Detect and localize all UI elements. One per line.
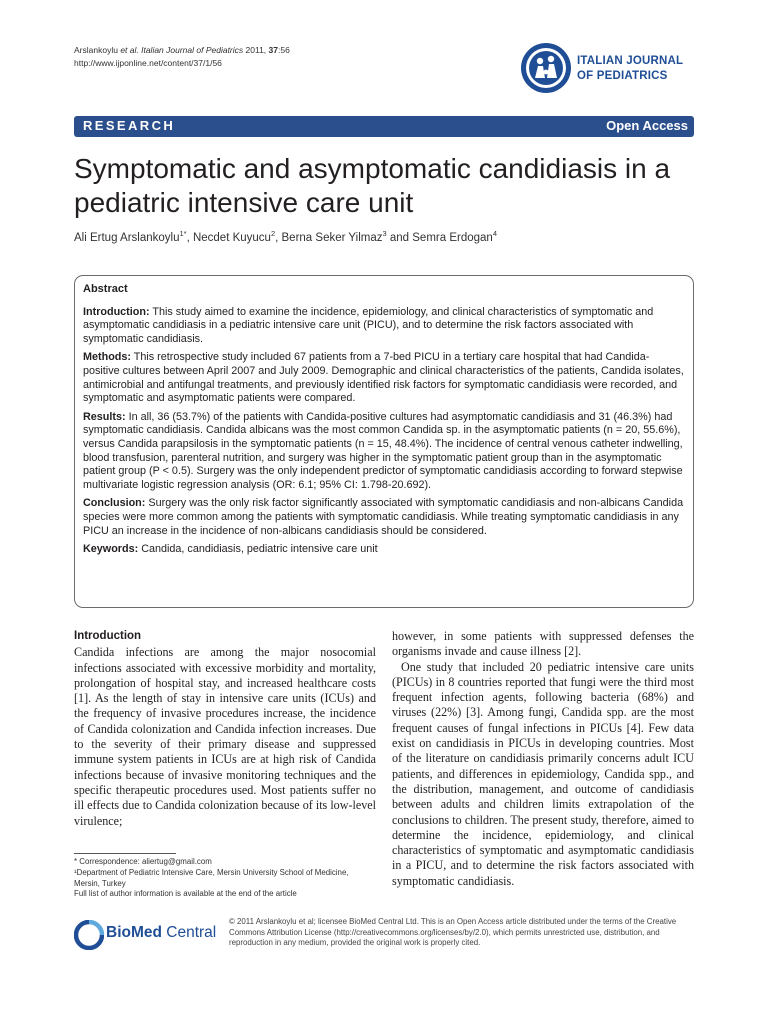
- publisher-logo: [74, 918, 224, 950]
- footnote-divider: [74, 853, 176, 854]
- abstract-section-label: Conclusion:: [83, 497, 146, 510]
- publisher-name-bold: BioMed: [106, 924, 162, 941]
- author-name: , Berna Seker Yilmaz: [275, 231, 383, 244]
- author-affiliation-mark: 4: [492, 229, 497, 238]
- journal-logo: [520, 42, 710, 92]
- abstract-section-label: Methods:: [83, 351, 131, 364]
- abstract-section-text: This study aimed to examine the incidence, epidemiology, and clinical characteristics of symptomatic and asymptomatic candidiasis in a pediatric intensive care unit (PICU), and to determine the risk factors associated with symptomatic candidiasis.: [83, 305, 654, 345]
- citation-volume: 37: [268, 45, 278, 55]
- citation-year: 2011,: [243, 45, 269, 55]
- author-affiliation-mark: 3: [382, 229, 387, 238]
- publisher-name: [106, 924, 216, 942]
- article-type-banner: [74, 116, 694, 137]
- citation-page: :56: [278, 45, 290, 55]
- abstract-section-text: Candida, candidiasis, pediatric intensive care unit: [138, 543, 378, 556]
- author-affiliation-mark: 1*: [179, 229, 187, 238]
- abstract-heading: Abstract: [83, 283, 128, 295]
- body-column-right: [392, 629, 694, 889]
- abstract-results: [83, 411, 685, 493]
- journal-name: [577, 54, 683, 84]
- section-heading-introduction: Introduction: [74, 630, 142, 642]
- affiliation-note: ¹Department of Pediatric Intensive Care, Mersin University School of Medicine, Mersin, Turkey: [74, 867, 349, 888]
- author-list: [74, 229, 714, 244]
- abstract-conclusion: [83, 497, 685, 538]
- abstract-section-text: This retrospective study included 67 patients from a 7-bed PICU in a tertiary care hospital that had Candida-positive cultures between April 2007 and July 2009. Demographic and clinical characteristics of the patients, Candida isolates, antimicrobial and antifungal treatments, and previously identified risk factors for symptomatic candidiasis were recorded, and symptomatic and asymptomatic patients were compared.: [83, 351, 684, 405]
- author-name: and Semra Erdogan: [386, 231, 493, 244]
- abstract-section-label: Results:: [83, 410, 126, 423]
- article-title: Symptomatic and asymptomatic candidiasis in a pediatric intensive care unit: [74, 153, 671, 218]
- abstract-keywords: [83, 543, 685, 557]
- citation-journal: et al. Italian Journal of Pediatrics: [120, 45, 244, 55]
- journal-name-line2: OF PEDIATRICS: [577, 70, 668, 82]
- abstract-content: [83, 283, 685, 562]
- citation-header: [74, 44, 290, 70]
- license-text: © 2011 Arslankoylu et al; licensee BioMed Central Ltd. This is an Open Access article distributed under the terms of the Creative Commons Attribution License (http://creativecommons.org/licenses/by/2.0), which permits unrestricted use, distribution, and reproduction in any medium, provided the original work is properly cited.: [229, 917, 677, 948]
- author-info-note: Full list of author information is available at the end of the article: [74, 889, 297, 899]
- body-paragraph: Candida infections are among the major nosocomial infections associated with excessive morbidity and mortality, prolongation of hospital stay, and increased healthcare costs [1]. As the length of stay in intensive care units (ICUs) and the frequency of invasive procedures increase, the incidence of Candida colonization and Candida infection increases. Due to the severity of their primary disease and suppressed immune system patients in ICUs are at high risk of Candida infections because of invasive monitoring techniques and the specific therapeutic procedures used. Most patients suffer no ill effects due to Candida colonization because of its low-level virulence;: [74, 645, 376, 828]
- open-access-label: Open Access: [606, 118, 688, 133]
- body-column-left: [74, 629, 376, 829]
- body-paragraph: however, in some patients with suppressed defenses the organisms invade and cause illness [2].: [392, 629, 694, 659]
- journal-emblem-icon: [520, 42, 572, 94]
- abstract-section-label: Keywords:: [83, 543, 139, 556]
- abstract-section-label: Introduction:: [83, 305, 150, 318]
- author-affiliation-mark: 2: [270, 229, 276, 238]
- article-url[interactable]: http://www.ijponline.net/content/37/1/56: [74, 58, 222, 68]
- abstract-section-text: In all, 36 (53.7%) of the patients with Candida-positive cultures had asymptomatic candidiasis and 31 (46.3%) had symptomatic candidiasis. Candida albicans was the most common Candida sp. in the asymptomatic patients (n = 20, 55.6%), versus Candida parapsilosis in the symptomatic patients (n = 15, 48.4%). The incidence of central venous catheter indwelling, blood transfusion, parenteral nutrition, and surgery was higher in the symptomatic patient group than in the asymptomatic patient group (P < 0.5). Surgery was the only independent predictor of symptomatic candidiasis according to forward stepwise multivariate logistic regression analysis (OR: 6.1; 95% CI: 1.798-20.692).: [83, 410, 683, 491]
- author-name: Ali Ertug Arslankoylu: [74, 231, 180, 244]
- abstract-methods: [83, 351, 685, 405]
- body-paragraph: One study that included 20 pediatric intensive care units (PICUs) in 8 countries reported that fungi were the third most frequent infection agents, following bacteria (68%) and viruses (22%) [3]. Among fungi, Candida spp. are the most frequent causes of fungal infections in PICUs [4]. Few data exist on candidiasis in PICUs in developing countries. Most of the literature on candidiasis primarily concerns adult ICU patients, and differences in epidemiology, Candida spp., and the distribution, management, and outcome of candidiasis between adults and children limits extrapolation of the conclusions to children. The present study, therefore, aimed to determine the incidence, epidemiology, and clinical characteristics of symptomatic and asymptomatic candidiasis in a PICU, and to determine the risk factors associated with symptomatic candidiasis.: [392, 659, 694, 888]
- biomed-emblem-icon: [74, 920, 104, 950]
- abstract-introduction: [83, 306, 685, 347]
- correspondence-note: * Correspondence: aliertug@gmail.com: [74, 857, 212, 866]
- article-type-label: RESEARCH: [83, 118, 176, 133]
- author-name: , Necdet Kuyucu: [186, 231, 271, 244]
- journal-name-line1: ITALIAN JOURNAL: [577, 55, 684, 67]
- publisher-name-regular: Central: [161, 924, 217, 941]
- citation-authors: Arslankoylu: [74, 45, 121, 55]
- abstract-box: [74, 275, 694, 608]
- abstract-section-text: Surgery was the only risk factor significantly associated with symptomatic candidiasis and non-albicans Candida species were more common among the patients with symptomatic candidiasis. While treating symptomatic candidiasis in any PICU an increase in the incidence of non-albicans candidiasis should be considered.: [83, 497, 684, 537]
- citation-line: [74, 44, 290, 57]
- footnotes: [74, 857, 376, 900]
